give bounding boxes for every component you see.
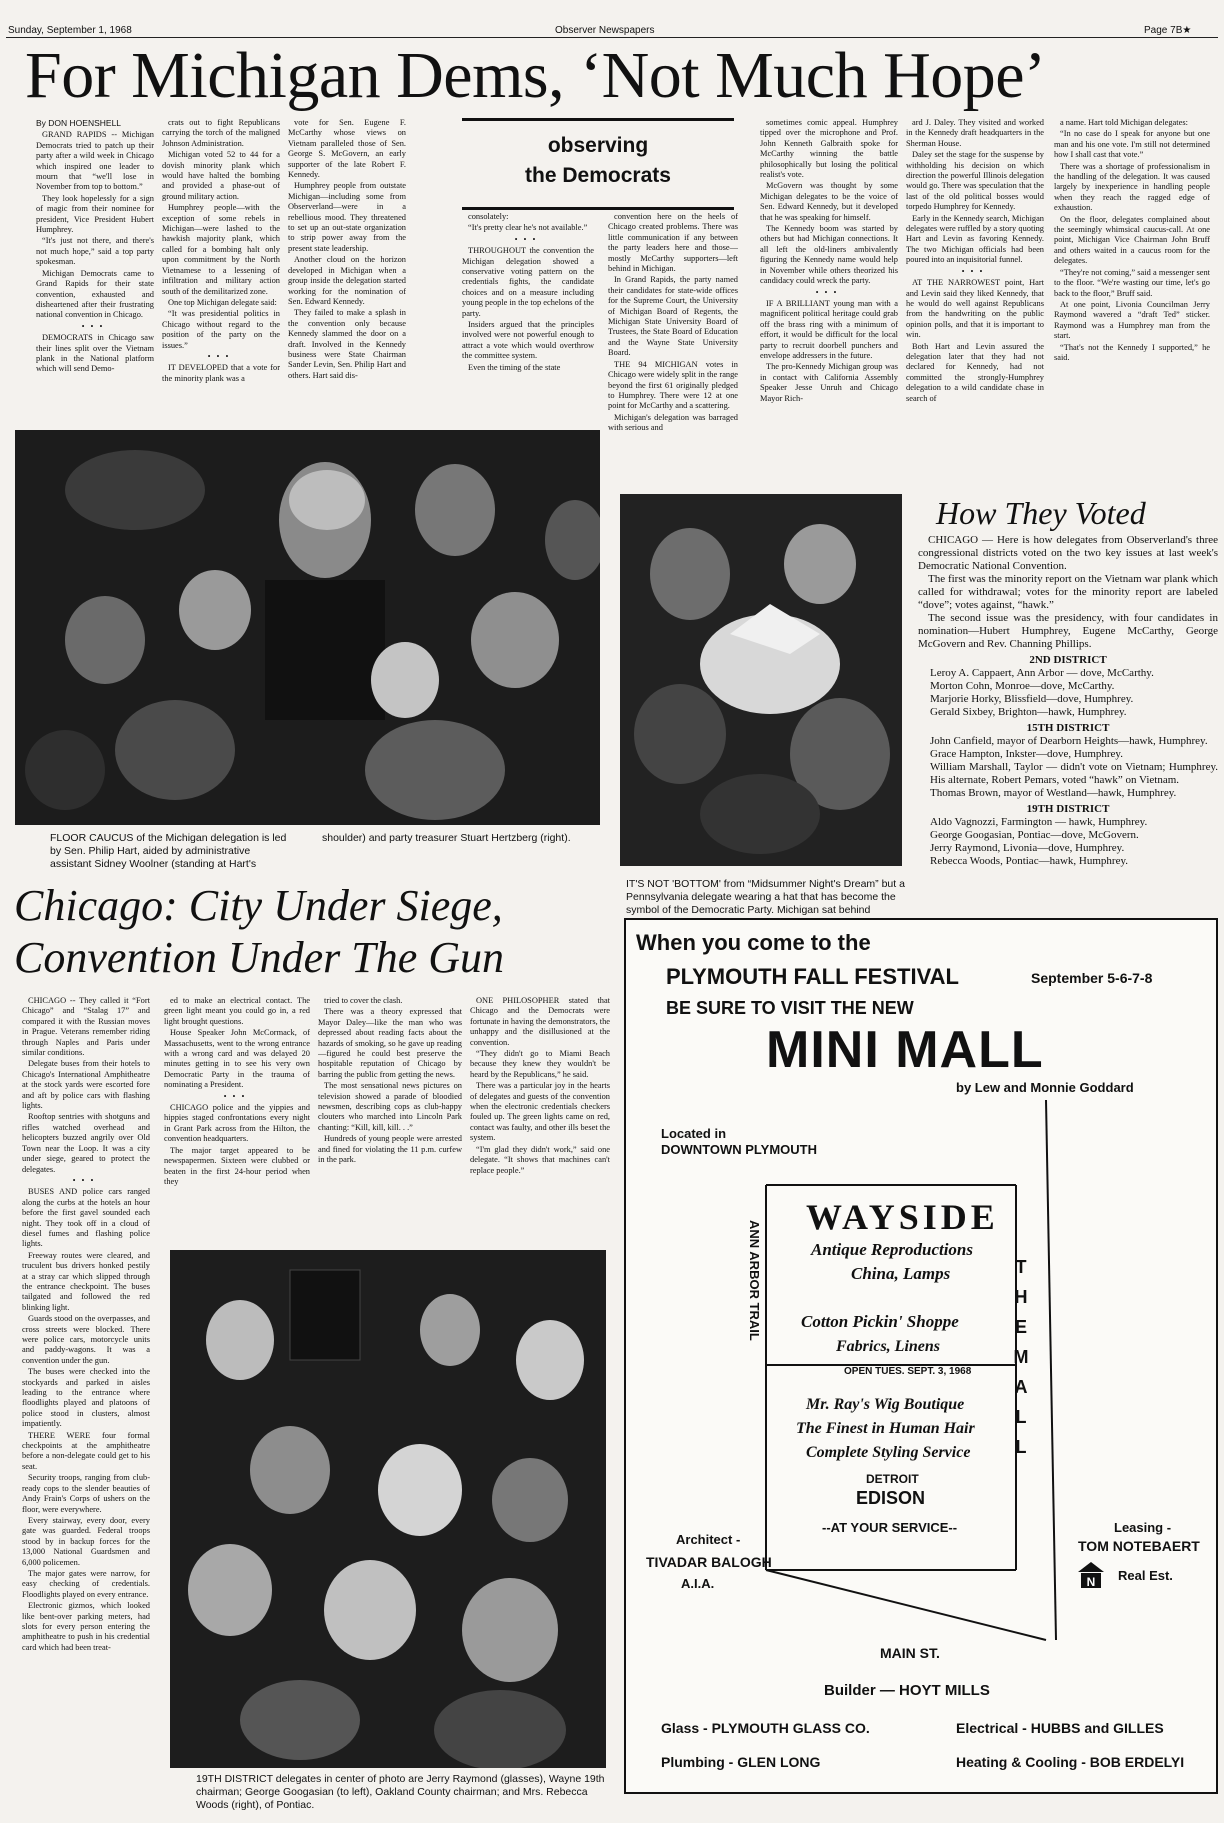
story1-col3 <box>288 118 406 428</box>
paragraph: Guards stood on the overpasses, and cross streets were blocked. There were police cars, motorcycle units and paddy-wagons. It was a convention under the gun. <box>22 1314 150 1365</box>
paragraph: Daley set the stage for the suspense by withholding his decision on which direction the powerful Illinois delegation would go. There was speculation that the last of the old political bosses would torpedo Humphrey for Kennedy. <box>906 150 1044 212</box>
paragraph: Delegate buses from their hotels to Chicago's International Amphitheatre at the stock yards were escorted fore and aft by police cars with flashing lights. <box>22 1059 150 1111</box>
story2-col3 <box>318 996 462 1246</box>
paragraph: They look hopelessly for a sign of magic from their nominee for president, Vice President Hubert Humphrey. <box>36 193 154 235</box>
mall-map-lines <box>626 920 1216 1792</box>
wayside-name: WAYSIDE <box>806 1197 999 1237</box>
ad-builder: Builder — HOYT MILLS <box>824 1682 990 1699</box>
story1-col6 <box>760 118 898 490</box>
ad-line1: When you come to the <box>636 930 871 955</box>
vote-line: George Googasian, Pontiac—dove, McGovern. <box>930 829 1139 841</box>
paragraph: The pro-Kennedy Michigan group was in contact with California Assembly Speaker Jesse Unruh and Chicago Mayor Rich- <box>760 362 898 403</box>
ad-service: --AT YOUR SERVICE-- <box>822 1520 958 1535</box>
paragraph: Humphrey people from outstate Michigan—including some from Observerland—were in a rebellious mood. They threatened to set up an out-state organization to strip power away from the present state leadership. <box>288 181 406 253</box>
paragraph: tried to cover the clash. <box>324 996 403 1005</box>
story2-headline-2: Convention Under The Gun <box>14 933 505 982</box>
section-break: ••• <box>207 351 235 361</box>
ad-located: Located in <box>661 1126 727 1141</box>
paragraph: ONE PHILOSOPHER stated that Chicago and the Democrats were fortunate in having the demonstrators, the unhappy and the disillusioned at the convention. <box>470 996 610 1047</box>
letter: A <box>1014 1377 1028 1397</box>
cotton-pickin-shoppe: Cotton Pickin' Shoppe <box>801 1312 959 1331</box>
ad-electrical: Electrical - HUBBS and GILLES <box>956 1720 1164 1736</box>
ad-downtown: DOWNTOWN PLYMOUTH <box>661 1142 817 1157</box>
paragraph: Humphrey people—with the exception of some rebels in Michigan—were lashed to the hawkish majority plank, which called for a bombing halt only upon commitment by the North Vietnamese to a lessening of infiltration and military action south of the demilitarized zone. <box>162 203 280 296</box>
paragraph: The major gates were narrow, for easy checking of credentials. Floodlights played on every entrance. <box>22 1568 150 1599</box>
intro-paragraph: The first was the minority report on the Vietnam war plank which called for withdrawal; votes for the minority report are labeled “dove”; votes against, “hawk.” <box>918 573 1218 611</box>
floor-caucus-caption-1: FLOOR CAUCUS of the Michigan delegation is led by Sen. Philip Hart, aided by administrative assistant Sidney Woolner (standing at Hart's <box>50 832 287 870</box>
paragraph: a name. Hart told Michigan delegates: <box>1060 118 1188 127</box>
paragraph: Rooftop sentries with shotguns and rifles watched overhead and helicopters buzzed angrily over Old Town near the Loop. It was a city under siege, geared to protect the delegates. <box>22 1112 150 1174</box>
paragraph: CHICAGO police and the yippies and hippies staged confrontations every night in Grant Park across from the Hilton, the convention headquarters. <box>164 1103 310 1144</box>
paragraph: House Speaker John McCormack, of Massachusetts, went to the wrong entrance with a wrong card and was delayed 20 minutes getting in to see his very own Democratic Party in the trauma of nominating a President. <box>164 1028 310 1090</box>
paragraph: DEMOCRATS in Chicago saw their lines split over the Vietnam plank in the National platform which will send Demo- <box>36 333 154 374</box>
fabrics-linens: Fabrics, Linens <box>836 1338 941 1355</box>
paragraph: “That's not the Kennedy I supported,” he said. <box>1054 342 1210 362</box>
paragraph: Hundreds of young people were arrested and fined for violating the 11 p.m. curfew in the park. <box>318 1134 462 1165</box>
section-break: ••• <box>223 1091 251 1101</box>
crowd-illustration <box>15 430 600 825</box>
story1-col1 <box>36 118 154 428</box>
ann-arbor-trail: ANN ARBOR TRAIL <box>747 1220 762 1341</box>
section-break: ••• <box>81 321 109 331</box>
story1-col8 <box>1054 118 1210 490</box>
page-number: Page 7B★ <box>1144 25 1192 36</box>
floor-caucus-caption-2: shoulder) and party treasurer Stuart Hertzberg (right). <box>322 832 571 844</box>
vote-line: Gerald Sixbey, Brighton—hawk, Humphrey. <box>930 706 1127 718</box>
letter: M <box>1013 1347 1029 1367</box>
paragraph: McGovern was thought by some Michigan delegates to be the voice of Sen. Edward Kennedy, but it developed that he was speaking for himself. <box>760 181 898 222</box>
delegates-illustration <box>170 1250 606 1768</box>
paragraph: There was a particular joy in the hearts of delegates and guests of the convention when the electronic credentials checkers fouled up. The green lights came on red, contact was faulty, and other ills beset the system. <box>470 1081 610 1143</box>
paragraph: The buses were checked into the stockyards and parked in aisles leading to the entrance where floodlights played and platoons of police stood in clusters, almost impatiently. <box>22 1367 150 1429</box>
human-hair: The Finest in Human Hair <box>796 1420 975 1437</box>
styling-service: Complete Styling Service <box>806 1444 971 1461</box>
paragraph: THROUGHOUT the convention the Michigan delegation showed a conservative voting pattern on the credentials fights, the candidate choices and on a measure including young people in the top echelons of the party. <box>462 246 594 318</box>
open-date: OPEN TUES. SEPT. 3, 1968 <box>844 1366 972 1377</box>
paragraph: There was a shortage of professionalism in the handling of the delegation. It was caused largely by inexperience in handling people when they reach the ragged edge of exhaustion. <box>1054 161 1210 213</box>
paragraph: Insiders argued that the principles involved were not powerful enough to attract a vote which would overthrow the committee system. <box>462 320 594 361</box>
paragraph: “It was presidential politics in Chicago without regard to the position of the party on the issues.” <box>162 309 280 350</box>
paragraph: In Grand Rapids, the party named their candidates for state-wide offices for the Supreme Court, the University of Michigan Board of Regents, the Michigan State University Board of Trustees, the State Board of Education and the Wayne State University Board. <box>608 275 738 358</box>
story1-col5 <box>608 212 738 492</box>
intro-paragraph: The second issue was the presidency, with four candidates in nomination—Hubert Humphrey, Eugene McCarthy, George McGovern and Rev. Channing Phillips. <box>918 612 1218 650</box>
nineteenth-district-photo <box>170 1250 606 1768</box>
paragraph: IT DEVELOPED that a vote for the minority plank was a <box>162 363 280 383</box>
story2-headline-1: Chicago: City Under Siege, <box>14 881 503 930</box>
district-heading: 19TH DISTRICT <box>1026 803 1110 815</box>
paragraph: THE 94 MICHIGAN votes in Chicago were widely split in the range beyond the first 61 originally pledged to Humphrey. There were 12 at one point for McCarthy and a scattering. <box>608 359 738 411</box>
vote-line: John Canfield, mayor of Dearborn Heights—hawk, Humphrey. <box>930 735 1208 747</box>
letter: T <box>1015 1257 1027 1277</box>
paragraph: CHICAGO -- They called it “Fort Chicago” and “Stalag 17” and compared it with the Russian moves in Prague. Veterans remember riding through Naples and Paris under similar conditions. <box>22 996 150 1058</box>
column-logo-line1: observing <box>547 134 649 157</box>
paragraph: BUSES AND police cars ranged along the curbs at the hotels an hour before the first gavel sounded each night. They took off in a cloud of diesel fumes and flashing police lights. <box>22 1187 150 1249</box>
paragraph: The most sensational news pictures on television showed a parade of bloodied newsmen, describing cops as club-happy clouters who marched into Lincoln Park chanting: “Kill, kill, kill. . .” <box>318 1081 462 1132</box>
paragraph: Early in the Kennedy search, Michigan delegates were ruffled by a story quoting Hart and Levin as favoring Kennedy. The two Michigan officials had been poured into an inquisitorial funnel. <box>906 213 1044 265</box>
leasing-name: TOM NOTEBAERT <box>1078 1538 1200 1554</box>
story1-col7 <box>906 118 1044 490</box>
ad-mini-mall-title: MINI MALL <box>766 1021 1044 1079</box>
section-break: ••• <box>961 266 989 276</box>
architect-label: Architect - <box>676 1532 741 1547</box>
floor-caucus-photo <box>15 430 600 825</box>
ad-detroit: DETROIT <box>866 1472 919 1486</box>
column-logo-line2: the Democrats <box>525 164 671 187</box>
paragraph: “It's pretty clear he's not available.” <box>468 223 588 233</box>
issue-date: Sunday, September 1, 1968 <box>8 25 132 36</box>
ad-festival: PLYMOUTH FALL FESTIVAL <box>666 964 959 989</box>
paragraph: vote for Sen. Eugene F. McCarthy whose views on Vietnam paralleled those of Sen. George S. McGovern, an early supporter of the late Robert F. Kennedy. <box>288 118 406 180</box>
vote-line: Aldo Vagnozzi, Farmington — hawk, Humphrey. <box>930 816 1148 828</box>
vote-line: Rebecca Woods, Pontiac—hawk, Humphrey. <box>930 855 1128 867</box>
paragraph: THERE WERE four formal checkpoints at the amphitheatre before a non-delegate could get to his seat. <box>22 1430 150 1471</box>
ad-owners: by Lew and Monnie Goddard <box>956 1080 1134 1095</box>
leasing-realestate: Real Est. <box>1118 1568 1173 1583</box>
story2-col2 <box>164 996 310 1246</box>
vote-line: Jerry Raymond, Livonia—dove, Humphrey. <box>930 842 1125 854</box>
vote-line: Morton Cohn, Monroe—dove, McCarthy. <box>930 680 1115 692</box>
letter: H <box>1014 1287 1028 1307</box>
svg-text:N: N <box>1086 1575 1096 1589</box>
paragraph: The Kennedy boom was started by others but had Michigan connections. It all left the old-liners ambivalently figuring the Kennedy name would help in November while others theorized his candidacy could wreck the party. <box>760 224 898 286</box>
main-headline: For Michigan Dems, ‘Not Much Hope’ <box>25 39 1046 112</box>
main-street: MAIN ST. <box>880 1645 940 1661</box>
paragraph: crats out to fight Republicans carrying the torch of the maligned Johnson Administration. <box>162 118 280 148</box>
story1-col4 <box>462 212 594 428</box>
paragraph: “It's just not there, and there's not much hope,” said a top party spokesman. <box>36 236 154 267</box>
ad-plumbing: Plumbing - GLEN LONG <box>661 1754 821 1770</box>
ad-edison: EDISON <box>856 1488 926 1508</box>
section-break: ••• <box>72 1175 100 1185</box>
vote-line: Marjorie Horky, Blissfield—dove, Humphrey. <box>930 693 1134 705</box>
mini-mall-ad <box>624 918 1218 1794</box>
paragraph: GRAND RAPIDS -- Michigan Democrats tried to patch up their party after a wild week in Chicago which inspired one leader to mourn that “we'll lose in November from top to bottom.” <box>36 130 154 192</box>
paragraph: sometimes comic appeal. Humphrey tipped over the microphone and Prof. John Kenneth Galbraith spoke for McCarthy winning the battle philosophically but losing the political realist's vote. <box>760 118 898 180</box>
intro-paragraph: CHICAGO — Here is how delegates from Observerland's three congressional districts voted on the two key issues at last week's Democratic National Convention. <box>918 534 1218 572</box>
wig-boutique: Mr. Ray's Wig Boutique <box>806 1396 965 1413</box>
story1-col2 <box>162 118 280 428</box>
paragraph: “In no case do I speak for anyone but one man and his one vote. I'm still not determined how I shall cast that vote.” <box>1054 129 1210 160</box>
pennsylvania-delegate-photo <box>620 494 902 866</box>
column-logo <box>462 118 734 210</box>
letter: E <box>1014 1317 1027 1337</box>
realtor-logo-icon <box>1076 1560 1106 1590</box>
paragraph: At one point, Livonia Councilman Jerry Raymond wavered a “draft Ted” sticker. Raymond was a Humphrey man from the start. <box>1054 299 1210 341</box>
section-break: ••• <box>514 234 542 244</box>
nineteenth-district-caption: 19TH DISTRICT delegates in center of photo are Jerry Raymond (glasses), Wayne 19th chairman; George Googasian (to left), Oakland County chairman; and Mrs. Rebecca Woods (right), of Pontiac. <box>196 1773 605 1811</box>
district-heading: 15TH DISTRICT <box>1026 722 1110 734</box>
paragraph: ed to make an electrical contact. The green light meant you could go in, a red light brought questions. <box>164 996 310 1026</box>
district-heading: 2ND DISTRICT <box>1029 654 1107 666</box>
paragraph: They failed to make a splash in the convention only because Kennedy slammed the door on a draft. Involved in the Kennedy business were State Chairman Sander Levin, Sen. Philip Hart and others. Hart said dis- <box>288 308 406 380</box>
pennsylvania-caption: IT'S NOT 'BOTTOM' from “Midsummer Night's Dream” but a Pennsylvania delegate wearing a hat that has become the symbol of the Democratic Party. Michigan sat behind <box>626 878 905 916</box>
story2-col1 <box>22 996 150 1802</box>
vote-line: Thomas Brown, mayor of Westland—hawk, Humphrey. <box>930 787 1177 799</box>
ad-dates: September 5-6-7-8 <box>1031 970 1153 986</box>
letter: L <box>1015 1407 1027 1427</box>
section-break: ••• <box>815 287 843 297</box>
paragraph: “They're not coming,” said a messenger sent to the floor. “We're wasting our time, let's go back to the floor,” Bruff said. <box>1054 267 1210 298</box>
wayside-line1: Antique Reproductions <box>811 1240 974 1259</box>
paragraph: consolately: <box>468 212 509 221</box>
paragraph: Another cloud on the horizon developed in Michigan when a group inside the delegation started working for the nomination of Sen. Edward Kennedy. <box>288 255 406 306</box>
paragraph: Michigan Democrats came to Grand Rapids for their state convention, exhausted and disheartened after their frustrating national convention in Chicago. <box>36 268 154 320</box>
paragraph: “I'm glad they didn't work,” said one delegate. “It shows that machines can't replace people.” <box>470 1144 610 1175</box>
paragraph: Both Hart and Levin assured the delegation later that they had not declared for Kennedy, had not committed the strongly-Humphrey delegation to a wild candidate chase in search of <box>906 341 1044 403</box>
how-they-voted-title: How They Voted <box>936 495 1146 531</box>
paragraph: There was a theory expressed that Mayor Daley—like the man who was depressed about reading facts about the hazards of smoking, so he gave up reading—figured he could best preserve the hospitable reputation of Chicago by barring the public from getting the news. <box>318 1007 462 1079</box>
ad-glass: Glass - PLYMOUTH GLASS CO. <box>661 1720 870 1736</box>
paragraph: Security troops, ranging from club-ready cops to the slender beauties of Andy Frain's Corps of ushers on the floor, were everywhere. <box>22 1473 150 1514</box>
paragraph: On the floor, delegates complained about the seemingly whimsical caucus-call. At one point, Michigan Vice Chairman John Bruff and others waited in a caucus room for the delegates. <box>1054 214 1210 266</box>
paragraph: Every stairway, every door, every gate was guarded. Federal troops stood by in backup forces for the 13,000 National Guardsmen and 6,000 policemen. <box>22 1515 150 1567</box>
vote-line: William Marshall, Taylor — didn't vote on Vietnam; Humphrey. His alternate, Robert Pemars, voted “hawk” on Vietnam. <box>930 761 1218 786</box>
wayside-line2: China, Lamps <box>851 1264 951 1283</box>
paragraph: convention here on the heels of Chicago created problems. There was little communication if any between the party leaders here and those—mostly McCarthy supporters—left behind in Michigan. <box>608 212 738 274</box>
the-mall-vertical <box>1011 1252 1031 1462</box>
leasing-label: Leasing - <box>1114 1520 1172 1535</box>
story2-col4 <box>470 996 610 1246</box>
paragraph: Even the timing of the state <box>468 362 561 372</box>
paper-name: Observer Newspapers <box>555 25 655 36</box>
byline: By DON HOENSHELL <box>36 118 122 128</box>
how-they-voted-box <box>918 534 1218 868</box>
paragraph: ard J. Daley. They visited and worked in the Kennedy draft headquarters in the Sherman House. <box>906 118 1044 148</box>
vote-line: Grace Hampton, Inkster—dove, Humphrey. <box>930 748 1123 760</box>
paragraph: Michigan's delegation was barraged with serious and <box>608 412 738 433</box>
paragraph: IF A BRILLIANT young man with a magnificent political heritage could grab off the brass ring with a minimum of effort, it would be difficult for the local party to recruit doorbell punchers and envelope addressers in the future. <box>760 298 898 360</box>
paragraph: Michigan voted 52 to 44 for a dovish minority plank which would have halted the bombing and provided a phase-out of ground military action. <box>162 150 280 201</box>
ad-visit: BE SURE TO VISIT THE NEW <box>666 998 914 1018</box>
paragraph: The major target appeared to be newspapermen. Sixteen were clubbed or beaten in the first 24-hour period when they <box>164 1145 310 1186</box>
architect-name: TIVADAR BALOGH <box>646 1554 772 1570</box>
paragraph: “They didn't go to Miami Beach because they knew they wouldn't be heard by the Republicans,” he said. <box>470 1049 610 1079</box>
architect-credential: A.I.A. <box>681 1576 715 1591</box>
paragraph: One top Michigan delegate said: <box>168 297 277 307</box>
paragraph: Freeway routes were cleared, and truculent bus drivers honked pestily at a stray car which slipped through the entrance checkpoint. The buses tailgated and followed the red blinking light. <box>22 1250 150 1312</box>
vote-line: Leroy A. Cappaert, Ann Arbor — dove, McCarthy. <box>930 667 1154 679</box>
ad-heating: Heating & Cooling - BOB ERDELYI <box>956 1754 1185 1770</box>
paragraph: AT THE NARROWEST point, Hart and Levin said they liked Kennedy, that he would do well against Republicans from the handwriting on the public opinion polls, and that it is important to win. <box>906 278 1044 340</box>
delegate-hat-illustration <box>620 494 902 866</box>
paragraph: Electronic gizmos, which looked like bent-over parking meters, had slots for every person entering the amphitheatre to push in his credential card which had been treat- <box>22 1601 150 1652</box>
letter: L <box>1015 1437 1027 1457</box>
